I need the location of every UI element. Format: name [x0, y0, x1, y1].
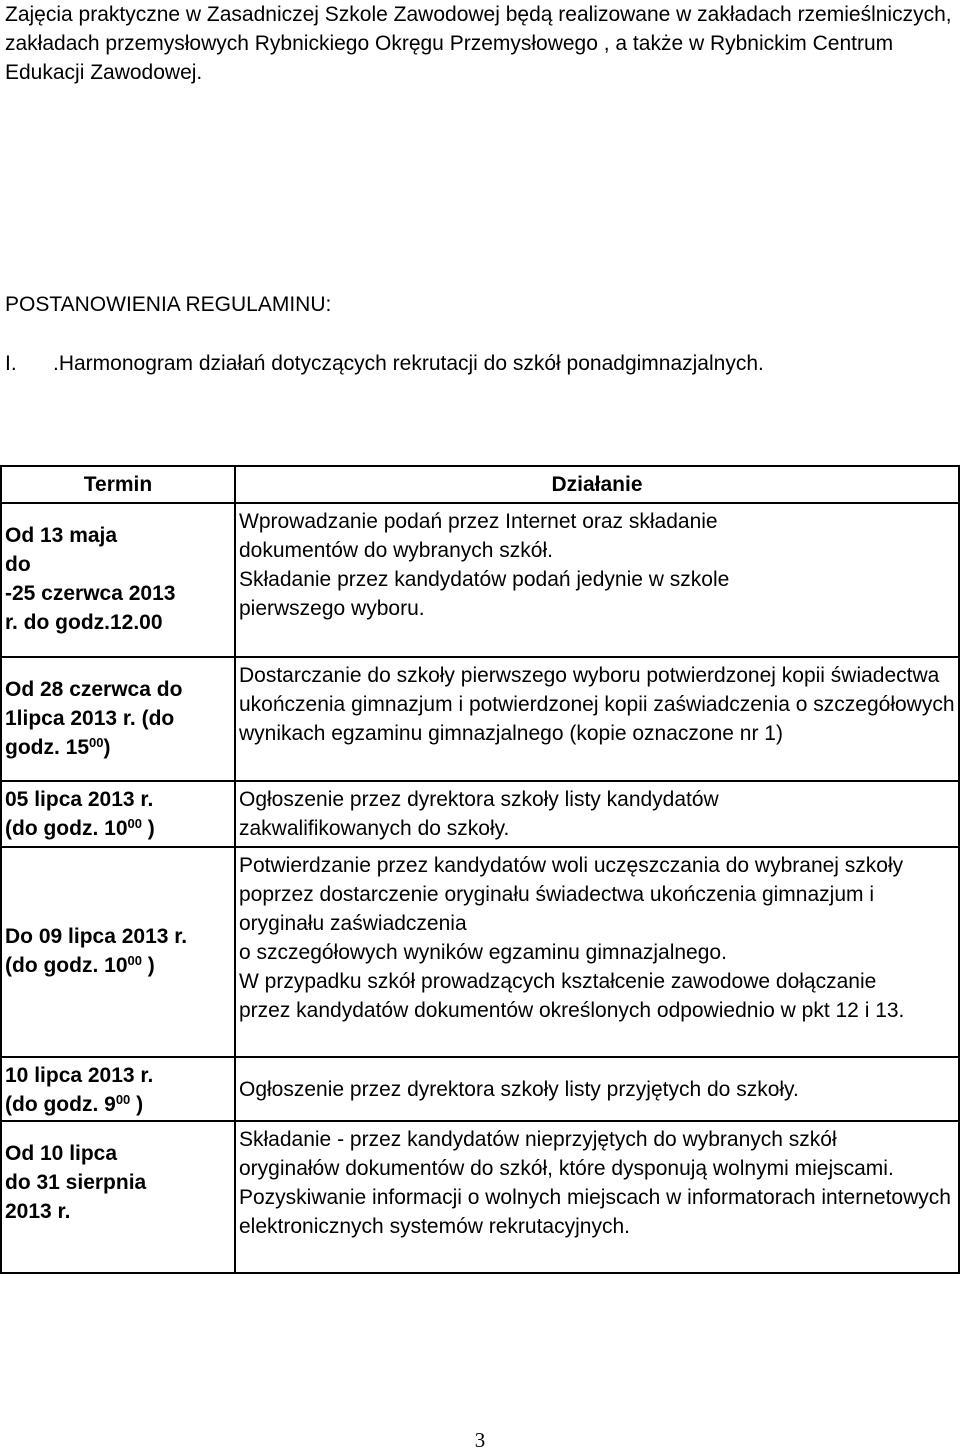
row-6-dzialanie: [239, 1125, 955, 1241]
termin-text: ): [141, 817, 155, 840]
dzialanie-line: Potwierdzanie przez kandydatów woli uczęszczania do wybranej szkoły poprzez dostarczenie oryginału świadectwa ukończenia gimnazjum i oryginału zaświadczenia: [239, 854, 904, 935]
dzialanie-line: Ogłoszenie przez dyrektora szkoły listy przyjętych do szkoły.: [239, 1078, 799, 1101]
dzialanie-line: Dostarczanie do szkoły pierwszego wyboru potwierdzonej kopii świadectwa ukończenia gimnazjum i potwierdzonej kopii zaświadczenia o szczegółowych wynikach egzaminu gimnazjalnego (kopie oznaczone nr 1): [239, 664, 955, 745]
row-2-dzialanie: [239, 661, 955, 748]
termin-line: 05 lipca 2013 r.: [5, 788, 154, 811]
table-border-bottom: [0, 1272, 960, 1274]
table-border-top: [0, 465, 960, 467]
row-3-termin: [5, 785, 231, 843]
termin-line: r. do godz.12.00: [5, 611, 163, 634]
table-border-middle: [234, 465, 236, 1274]
intro-paragraph: Zajęcia praktyczne w Zasadniczej Szkole Zawodowej będą realizowane w zakładach rzemieślniczych, zakładach przemysłowych Rybnickiego Okręgu Przemysłowego , a także w Rybnickim Centrum Edukacji Zawodowej.: [5, 3, 952, 84]
termin-line: Do 09 lipca 2013 r.: [5, 925, 188, 948]
row-5-dzialanie: [239, 1075, 955, 1104]
termin-text: (do godz. 10: [5, 817, 128, 840]
table-row-divider: [0, 780, 960, 782]
termin-line: do 31 sierpnia: [5, 1171, 147, 1194]
section-heading: POSTANOWIENIA REGULAMINU:: [5, 293, 332, 316]
termin-text: (do godz. 10: [5, 954, 128, 977]
termin-superscript: 00: [89, 735, 104, 750]
page-number: 3: [474, 1428, 486, 1452]
header-dzialanie: Działanie: [551, 473, 643, 496]
termin-line: -25 czerwca 2013: [5, 582, 176, 605]
termin-line: 10 lipca 2013 r.: [5, 1064, 154, 1087]
dzialanie-line: Ogłoszenie przez dyrektora szkoły listy kandydatów zakwalifikowanych do szkoły.: [239, 788, 719, 840]
section-number: I.: [5, 352, 17, 375]
table-row-divider: [0, 656, 960, 658]
table-header-divider: [0, 502, 960, 504]
termin-text: ): [103, 736, 111, 759]
table-row-divider: [0, 1056, 960, 1058]
section-title: .Harmonogram działań dotyczących rekrutacji do szkół ponadgimnazjalnych.: [53, 352, 764, 375]
termin-text: (do godz. 9: [5, 1093, 116, 1116]
row-3-dzialanie: [239, 785, 955, 843]
table-row-divider: [0, 846, 960, 848]
table-row-divider: [0, 1120, 960, 1122]
termin-line: 2013 r.: [5, 1200, 71, 1223]
row-4-termin: [5, 922, 237, 980]
termin-superscript: 00: [127, 816, 142, 831]
row-2-termin: [5, 675, 231, 762]
termin-superscript: 00: [127, 953, 142, 968]
row-5-termin: [5, 1061, 231, 1119]
dzialanie-line: Pozyskiwanie informacji o wolnych miejscach w informatorach internetowych elektronicznych systemów rekrutacyjnych.: [239, 1186, 951, 1238]
termin-text: ): [141, 954, 155, 977]
dzialanie-line: Składanie - przez kandydatów nieprzyjętych do wybranych szkół oryginałów dokumentów do szkół, które dysponują wolnymi miejscami.: [239, 1128, 894, 1180]
row-6-termin: [5, 1139, 231, 1226]
row-4-dzialanie: [239, 851, 955, 1025]
dzialanie-line: Wprowadzanie podań przez Internet oraz składanie dokumentów do wybranych szkół.: [239, 510, 718, 562]
termin-line: Od 10 lipca: [5, 1142, 118, 1165]
dzialanie-line: W przypadku szkół prowadzących kształcenie zawodowe dołączanie przez kandydatów dokumentów określonych odpowiednio w pkt 12 i 13.: [239, 970, 905, 1022]
termin-line: do: [5, 553, 31, 576]
termin-superscript: 00: [115, 1092, 131, 1107]
dzialanie-line: o szczegółowych wyników egzaminu gimnazjalnego.: [239, 941, 727, 964]
row-1-termin: [5, 521, 231, 637]
termin-text: Od 28 czerwca do 1lipca 2013 r. (do godz. 15: [5, 678, 183, 759]
termin-text: ): [130, 1093, 144, 1116]
table-border-left: [0, 465, 2, 1274]
termin-line: Od 13 maja: [5, 524, 118, 547]
dzialanie-line: Składanie przez kandydatów podań jedynie w szkole pierwszego wyboru.: [239, 568, 730, 620]
row-1-dzialanie: [239, 507, 955, 623]
header-termin: Termin: [83, 473, 153, 496]
